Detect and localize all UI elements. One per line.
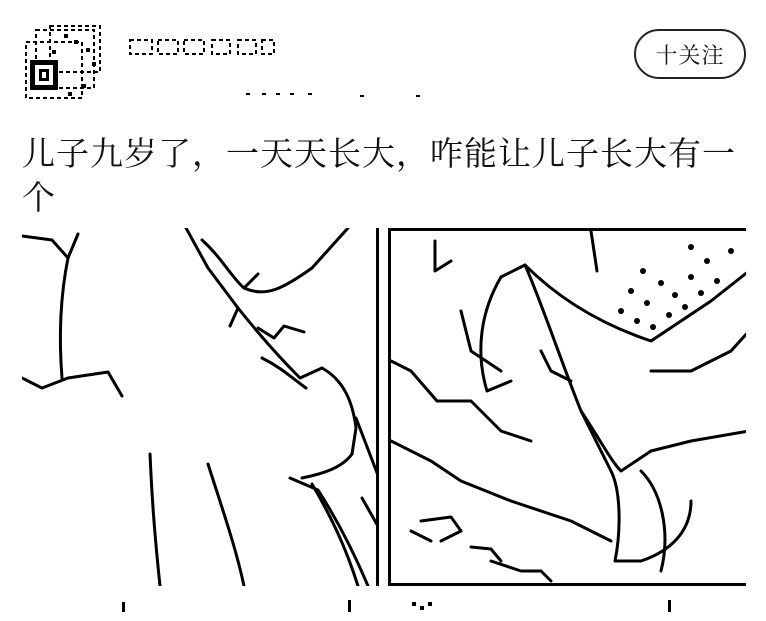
follow-button-label: 十关注: [655, 43, 725, 69]
follow-button[interactable]: [634, 29, 746, 79]
post-meta-redacted: [240, 84, 440, 98]
photo-icon: [391, 231, 746, 586]
post-footer: [0, 596, 766, 617]
photo-icon: [22, 228, 379, 586]
post-image-2[interactable]: [388, 228, 746, 586]
post-image-1[interactable]: [22, 228, 379, 586]
post-text: 儿子九岁了，一天天长大，咋能让儿子长大有一个: [22, 134, 736, 217]
username-redacted: [128, 36, 278, 58]
avatar-icon: [22, 22, 106, 106]
user-avatar[interactable]: [22, 22, 106, 106]
post-header: [0, 0, 766, 118]
